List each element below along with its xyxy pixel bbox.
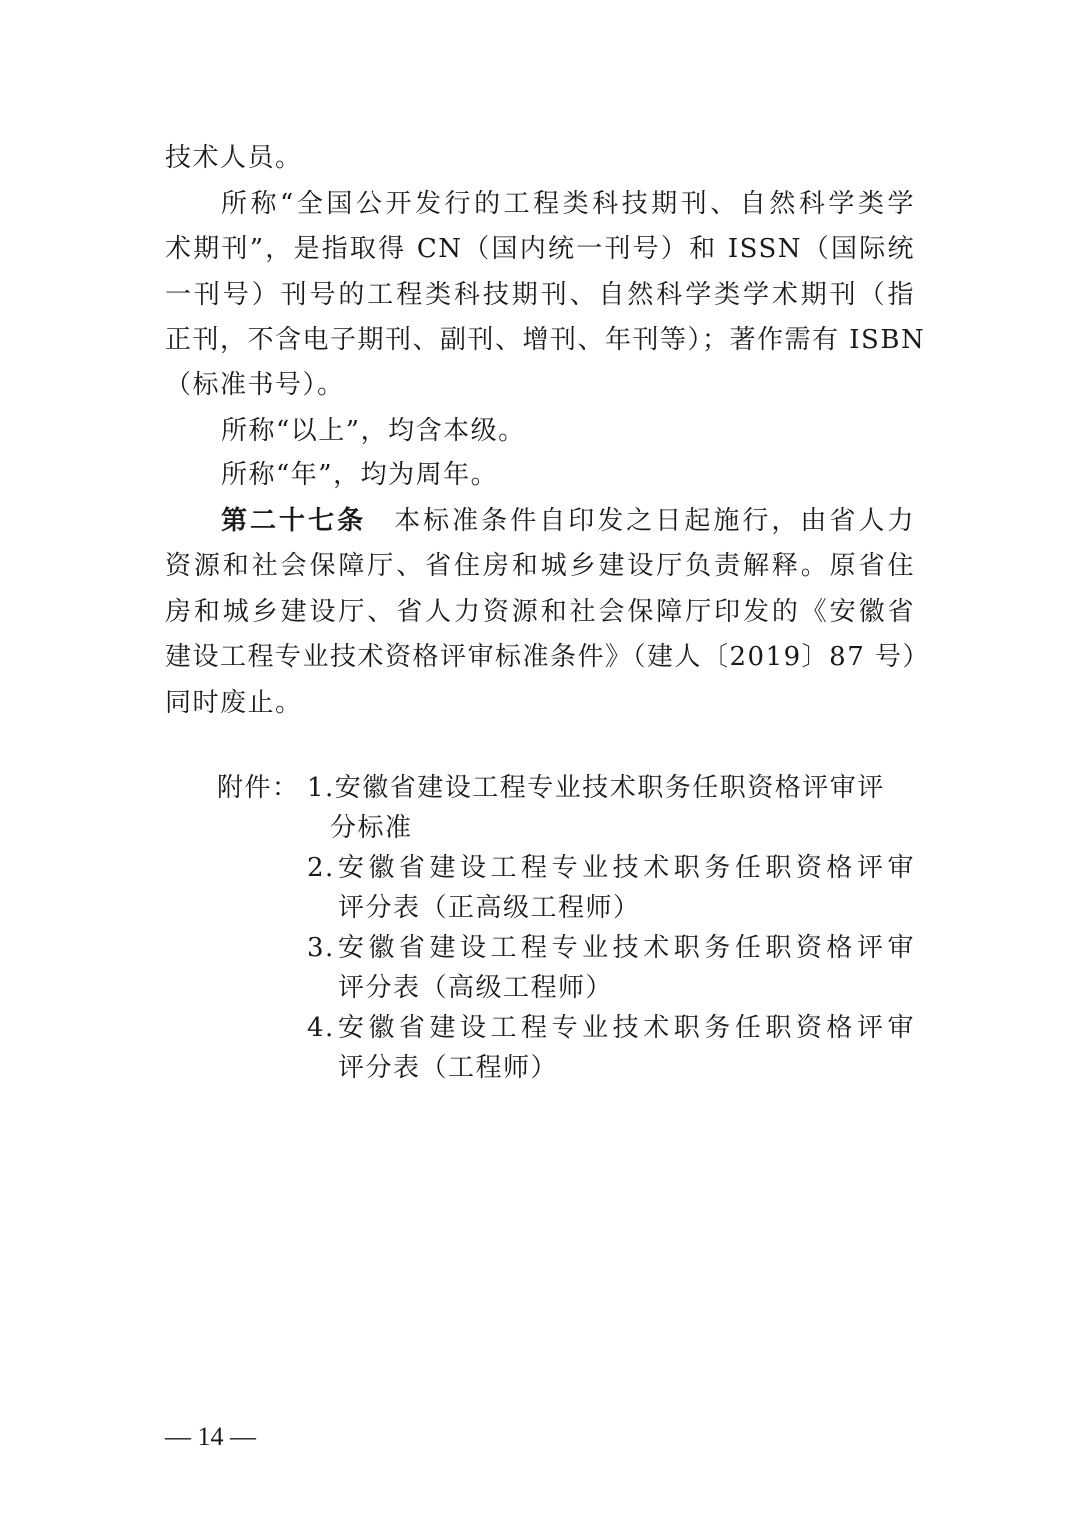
attachment-3-line-a: 3.安徽省建设工程专业技术职务任职资格评审 bbox=[307, 933, 915, 963]
attachment-1-line-b: 分标准 bbox=[330, 813, 413, 843]
body-line-7: 所称“以上”，均含本级。 bbox=[221, 416, 526, 446]
body-line-5: 正刊，不含电子期刊、副刊、增刊、年刊等）；著作需有 ISBN bbox=[165, 325, 926, 355]
body-line-12: 建设工程专业技术资格评审标准条件》（建人〔2019〕87 号） bbox=[165, 642, 931, 672]
page-number: — 14 — bbox=[165, 1422, 256, 1451]
attachment-2-line-a: 2.安徽省建设工程专业技术职务任职资格评审 bbox=[307, 853, 915, 883]
body-line-4: 一刊号）刊号的工程类科技期刊、自然科学类学术期刊（指 bbox=[165, 280, 915, 310]
attachment-4-line-b: 评分表（工程师） bbox=[338, 1053, 559, 1083]
body-line-1: 技术人员。 bbox=[165, 143, 303, 173]
body-line-8: 所称“年”，均为周年。 bbox=[221, 460, 499, 490]
attachment-2-line-b: 评分表（正高级工程师） bbox=[338, 893, 641, 923]
body-line-10: 资源和社会保障厅、省住房和城乡建设厅负责解释。原省住 bbox=[165, 551, 915, 581]
article-heading: 第二十七条 bbox=[221, 506, 367, 536]
body-line-11: 房和城乡建设厅、省人力资源和社会保障厅印发的《安徽省 bbox=[165, 597, 915, 627]
body-line-13: 同时废止。 bbox=[165, 688, 303, 718]
attachment-3-line-b: 评分表（高级工程师） bbox=[338, 973, 614, 1003]
attachments-label: 附件： bbox=[217, 773, 300, 803]
article-27-first-line bbox=[221, 498, 915, 544]
article-text: 本标准条件自印发之日起施行，由省人力 bbox=[394, 506, 915, 536]
body-line-2: 所称“全国公开发行的工程类科技期刊、自然科学类学 bbox=[221, 189, 915, 219]
body-line-3: 术期刊”，是指取得 CN（国内统一刊号）和 ISSN（国际统 bbox=[165, 234, 915, 264]
body-line-6: （标准书号）。 bbox=[165, 370, 345, 400]
attachment-4-line-a: 4.安徽省建设工程专业技术职务任职资格评审 bbox=[307, 1013, 915, 1043]
attachment-1-line-a: 1.安徽省建设工程专业技术职务任职资格评审评 bbox=[307, 773, 885, 803]
